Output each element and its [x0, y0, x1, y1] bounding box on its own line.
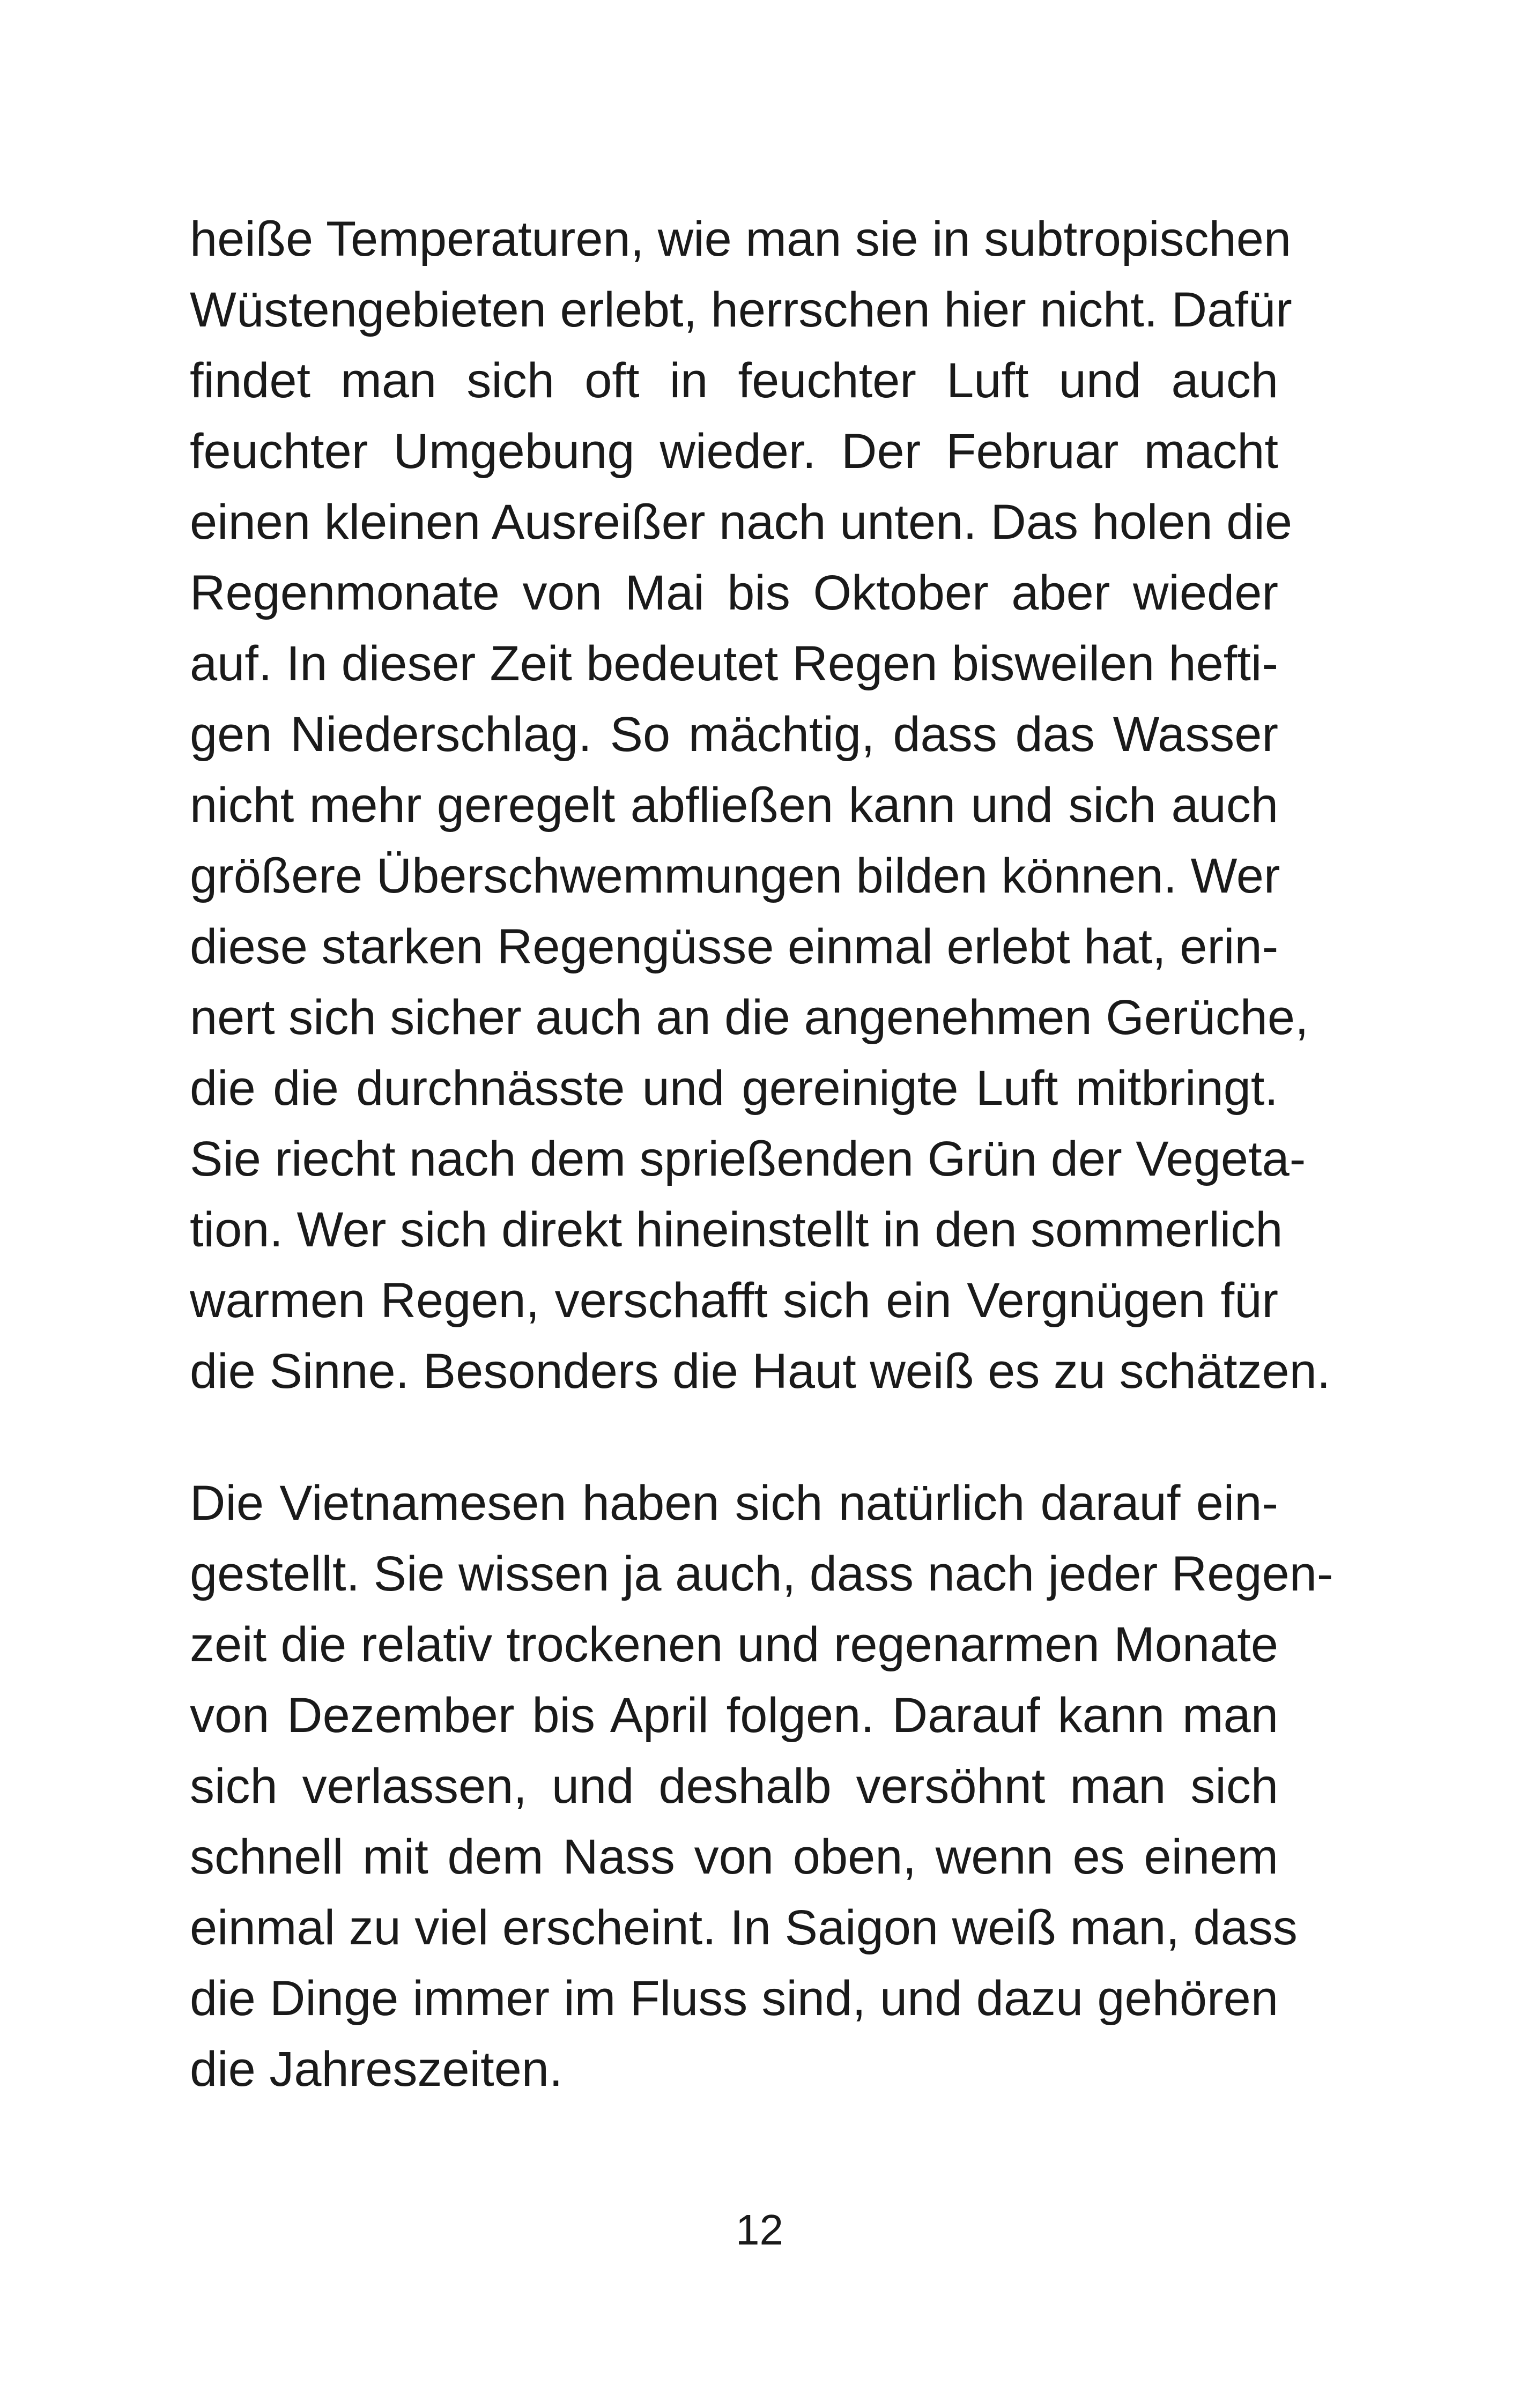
text-line: gestellt. Sie wissen ja auch, dass nach jeder Regen- — [190, 1547, 1333, 1601]
text-line: findet man sich oft in feuchter Luft und auch — [190, 353, 1278, 408]
paragraph-2 — [190, 1468, 1333, 2105]
text-line: die Dinge immer im Fluss sind, und dazu gehören — [190, 1971, 1278, 2026]
text-line: nert sich sicher auch an die angenehmen Gerüche, — [190, 990, 1309, 1045]
text-line: zeit die relativ trockenen und regenarmen Monate — [190, 1617, 1278, 1672]
text-line: die die durchnässte und gereinigte Luft mitbringt. — [190, 1061, 1278, 1116]
text-line: schnell mit dem Nass von oben, wenn es einem — [190, 1830, 1278, 1884]
text-line: Wüstengebieten erlebt, herrschen hier nicht. Dafür — [190, 283, 1292, 337]
text-line: tion. Wer sich direkt hineinstellt in den sommerlich — [190, 1202, 1283, 1257]
text-line: die Jahreszeiten. — [190, 2042, 563, 2097]
text-line: einmal zu viel erscheint. In Saigon weiß man, dass — [190, 1900, 1298, 1955]
text-line: die Sinne. Besonders die Haut weiß es zu schätzen. — [190, 1344, 1331, 1399]
text-line: Die Vietnamesen haben sich natürlich darauf ein- — [190, 1476, 1278, 1530]
paragraph-1 — [190, 204, 1331, 1407]
text-line: diese starken Regengüsse einmal erlebt hat, erin- — [190, 919, 1279, 974]
text-line: warmen Regen, verschafft sich ein Vergnügen für — [190, 1273, 1278, 1328]
text-line: Regenmonate von Mai bis Oktober aber wieder — [190, 566, 1278, 620]
text-line: einen kleinen Ausreißer nach unten. Das holen die — [190, 495, 1293, 549]
text-line: größere Überschwemmungen bilden können. Wer — [190, 849, 1280, 903]
text-line: nicht mehr geregelt abfließen kann und sich auch — [190, 778, 1278, 833]
text-line: gen Niederschlag. So mächtig, dass das Wasser — [190, 707, 1278, 762]
page-number: 12 — [736, 2206, 783, 2254]
text-line: sich verlassen, und deshalb versöhnt man sich — [190, 1759, 1278, 1814]
text-line: Sie riecht nach dem sprießenden Grün der Vegeta- — [190, 1132, 1306, 1186]
text-line: heiße Temperaturen, wie man sie in subtropischen — [190, 212, 1292, 266]
text-line: von Dezember bis April folgen. Darauf kann man — [190, 1688, 1278, 1743]
text-line: auf. In dieser Zeit bedeutet Regen bisweilen hefti- — [190, 636, 1278, 691]
text-line: feuchter Umgebung wieder. Der Februar macht — [190, 424, 1278, 479]
